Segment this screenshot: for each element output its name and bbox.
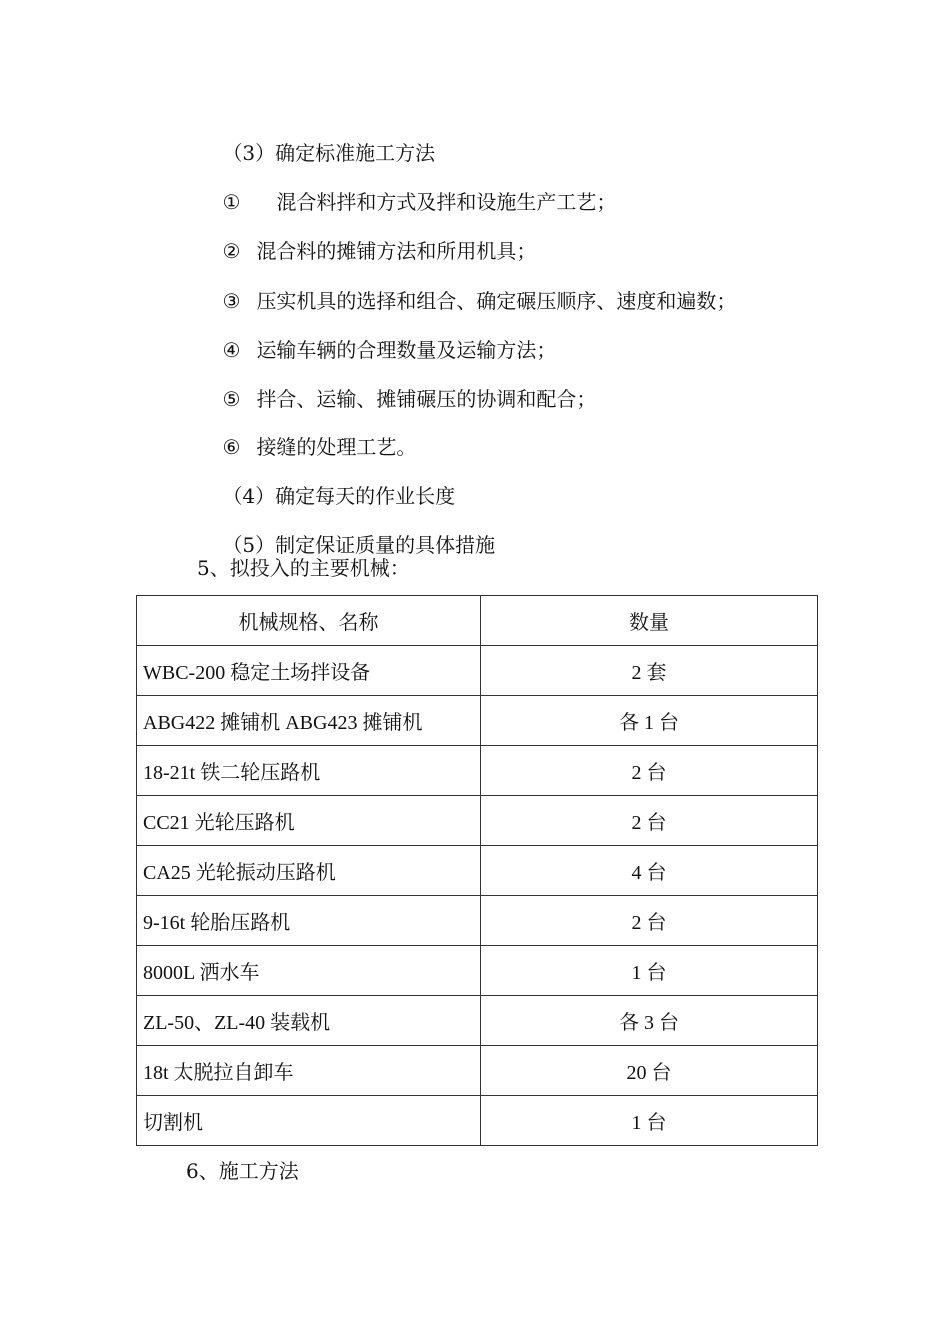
machine-quantity-cell: 各 3 台 xyxy=(481,996,818,1046)
table-row xyxy=(137,696,818,746)
table-row xyxy=(137,846,818,896)
paragraph-text: 混合料的摊铺方法和所用机具； xyxy=(256,239,537,263)
paragraph-text: 压实机具的选择和组合、确定碾压顺序、速度和遍数； xyxy=(256,289,737,313)
machine-quantity-cell: 2 台 xyxy=(481,896,818,946)
table-row xyxy=(137,996,818,1046)
paragraph-marker: ④ xyxy=(222,338,241,362)
paragraph-text: 接缝的处理工艺。 xyxy=(256,435,417,459)
machine-name-cell: 9-16t 轮胎压路机 xyxy=(137,896,481,946)
machine-quantity-cell: 1 台 xyxy=(481,946,818,996)
machine-name-cell: ABG422 摊铺机 ABG423 摊铺机 xyxy=(137,696,481,746)
machine-name-cell: CC21 光轮压路机 xyxy=(137,796,481,846)
machine-quantity-cell: 4 台 xyxy=(481,846,818,896)
machine-name-cell: CA25 光轮振动压路机 xyxy=(137,846,481,896)
section-5-heading: 5、拟投入的主要机械： xyxy=(197,556,410,580)
paragraph-marker: ⑥ xyxy=(222,435,241,459)
table-row xyxy=(137,1096,818,1146)
paragraph-text: 拌合、运输、摊铺碾压的协调和配合； xyxy=(256,387,597,411)
paragraph-text: 混合料拌和方式及拌和设施生产工艺； xyxy=(276,190,617,214)
paragraph-text: 确定标准施工方法 xyxy=(275,141,436,165)
machine-quantity-cell: 2 台 xyxy=(481,796,818,846)
paragraph-marker: ⑤ xyxy=(222,387,241,411)
section-6-heading: 6、施工方法 xyxy=(186,1159,299,1183)
paragraph-text: 确定每天的作业长度 xyxy=(275,484,456,508)
column-header-quantity: 数量 xyxy=(481,596,818,646)
machine-name-cell: 切割机 xyxy=(137,1096,481,1146)
table-row xyxy=(137,746,818,796)
paragraph-marker: （4） xyxy=(222,484,276,508)
column-header-name: 机械规格、名称 xyxy=(137,596,481,646)
machine-quantity-cell: 2 台 xyxy=(481,746,818,796)
machine-quantity-cell: 各 1 台 xyxy=(481,696,818,746)
machinery-table xyxy=(136,595,818,1146)
paragraph-marker: ③ xyxy=(222,289,241,313)
machine-name-cell: 18-21t 铁二轮压路机 xyxy=(137,746,481,796)
table-row xyxy=(137,896,818,946)
machine-name-cell: WBC-200 稳定土场拌设备 xyxy=(137,646,481,696)
paragraph-marker: ② xyxy=(222,239,241,263)
paragraph-marker: ① xyxy=(222,190,241,214)
machine-quantity-cell: 2 套 xyxy=(481,646,818,696)
machine-name-cell: ZL-50、ZL-40 装载机 xyxy=(137,996,481,1046)
machine-quantity-cell: 1 台 xyxy=(481,1096,818,1146)
machine-quantity-cell: 20 台 xyxy=(481,1046,818,1096)
machine-name-cell: 8000L 洒水车 xyxy=(137,946,481,996)
table-row xyxy=(137,646,818,696)
table-row xyxy=(137,946,818,996)
paragraph-marker: （5） xyxy=(222,533,276,557)
paragraph-marker: （3） xyxy=(222,141,276,165)
machine-name-cell: 18t 太脱拉自卸车 xyxy=(137,1046,481,1096)
paragraph-text: 制定保证质量的具体措施 xyxy=(275,533,496,557)
table-header-row xyxy=(137,596,818,646)
table-row xyxy=(137,1046,818,1096)
table-row xyxy=(137,796,818,846)
paragraph-text: 运输车辆的合理数量及运输方法； xyxy=(256,338,557,362)
